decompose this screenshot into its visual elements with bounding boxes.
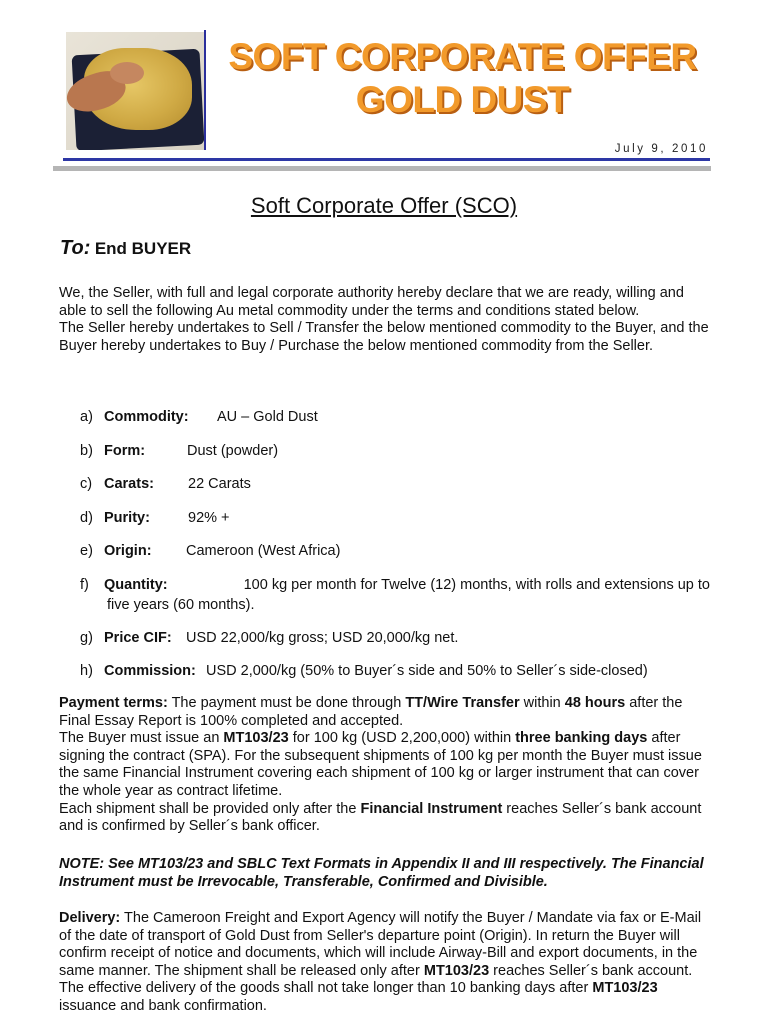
page-title: Soft Corporate Offer (SCO)	[250, 193, 518, 218]
list-item	[80, 441, 710, 475]
payment-text: after signing the contract (SPA). For the subsequent shipments of 100 kg per month the Buyer must issue the same Financial Instrument covering each shipment of 100 kg or larger instrument that can cover the whole year as contract lifetime.	[59, 730, 702, 799]
item-letter: e)	[80, 543, 93, 559]
item-label: Commodity:	[104, 409, 189, 425]
item-value: USD 22,000/kg gross; USD 20,000/kg net.	[186, 629, 459, 646]
document-date: July 9, 2010	[614, 143, 708, 155]
item-value: 92% +	[188, 509, 230, 526]
payment-bold: 48 hours	[564, 695, 626, 711]
payment-bold: three banking days	[515, 730, 648, 747]
delivery-label: Delivery:	[59, 910, 121, 926]
item-label: Commission:	[104, 663, 196, 679]
header-rule-grey	[53, 166, 711, 171]
item-value-continued: five years (60 months).	[107, 596, 255, 613]
banner-title: SOFT CORPORATE OFFER	[228, 36, 697, 77]
item-value: Dust (powder)	[187, 442, 279, 459]
note-paragraph: NOTE: See MT103/23 and SBLC Text Formats in Appendix II and III respectively. The Financial Instrument must be Irrevocable, Transferable, Confirmed and Divisible.	[59, 856, 704, 890]
item-label: Purity:	[104, 509, 150, 526]
item-label: Quantity:	[104, 576, 168, 593]
item-value: 22 Carats	[188, 476, 251, 492]
item-letter: a)	[80, 409, 93, 425]
payment-text: The Buyer must issue an	[59, 730, 224, 747]
payment-text: within	[519, 695, 565, 711]
payment-bold: TT/Wire Transfer	[405, 695, 520, 711]
list-item	[80, 474, 710, 508]
payment-bold: Financial Instrument	[360, 800, 503, 817]
payment-text: The payment must be done through	[167, 695, 406, 711]
payment-text: after the Final Essay Report is 100% completed and accepted.	[59, 695, 683, 729]
item-label: Form:	[104, 442, 146, 459]
delivery-text: issuance and bank confirmation.	[59, 997, 267, 1014]
banner	[210, 38, 715, 118]
banner-subtitle: GOLD DUST	[355, 79, 570, 120]
payment-paragraph	[59, 695, 709, 730]
gold-dust-photo	[66, 32, 205, 150]
payment-label: Payment terms:	[59, 695, 168, 711]
item-letter: d)	[80, 509, 93, 526]
payment-paragraph	[59, 801, 709, 836]
item-value: Cameroon (West Africa)	[186, 543, 341, 559]
payment-terms-section	[59, 695, 709, 836]
item-value: 100 kg per month for Twelve (12) months, with rolls and extensions up to	[243, 576, 710, 593]
recipient-line	[60, 237, 191, 260]
delivery-bold: MT103/23	[592, 980, 658, 997]
item-letter: f)	[80, 576, 89, 593]
delivery-section	[59, 910, 709, 1016]
list-item	[80, 541, 710, 575]
list-item	[80, 508, 710, 542]
to-label: To:	[60, 237, 91, 259]
payment-text: Each shipment shall be provided only after the	[59, 800, 361, 817]
list-item	[80, 661, 710, 695]
item-label: Origin:	[104, 543, 152, 559]
delivery-paragraph	[59, 910, 709, 1016]
delivery-bold: MT103/23	[423, 962, 490, 979]
item-label: Price CIF:	[104, 629, 172, 646]
item-letter: b)	[80, 442, 93, 459]
hand-shape	[110, 62, 144, 84]
item-letter: h)	[80, 663, 93, 679]
to-value: End BUYER	[94, 239, 192, 258]
item-value: AU – Gold Dust	[217, 409, 318, 425]
intro-paragraph: We, the Seller, with full and legal corporate authority hereby declare that we are ready, willing and able to sell the following Au metal commodity under the terms and conditions stated below.	[59, 285, 684, 319]
payment-paragraph	[59, 730, 709, 800]
list-item	[80, 575, 710, 628]
delivery-text: reaches Seller´s bank account. The effective delivery of the goods shall not take longer than 10 banking days after	[59, 962, 693, 997]
item-letter: c)	[80, 476, 93, 492]
intro-section	[59, 285, 709, 355]
payment-text: for 100 kg (USD 2,200,000) within	[288, 730, 516, 747]
item-letter: g)	[80, 629, 93, 646]
payment-bold: MT103/23	[223, 730, 289, 747]
list-item	[80, 407, 710, 441]
intro-paragraph: The Seller hereby undertakes to Sell / Transfer the below mentioned commodity to the Buyer, and the Buyer hereby undertakes to Buy / Purchase the below mentioned commodity from the Seller.	[59, 320, 709, 354]
delivery-text: The Cameroon Freight and Export Agency will notify the Buyer / Mandate via fax or E-Mail of the date of transport of Gold Dust from Seller's departure point (Origin). In return the Buyer will confirm receipt of notice and documents, which will include Airway-Bill and export documents, in the same manner. The shipment shall be released only after	[59, 910, 702, 979]
header-divider	[204, 30, 206, 150]
item-value: USD 2,000/kg (50% to Buyer´s side and 50% to Seller´s side-closed)	[206, 663, 648, 679]
payment-text: reaches Seller´s bank account and is confirmed by Seller´s bank officer.	[59, 800, 702, 835]
header-rule-blue	[63, 158, 710, 161]
list-item	[80, 628, 710, 662]
item-label: Carats:	[104, 476, 154, 492]
terms-list	[80, 407, 710, 695]
